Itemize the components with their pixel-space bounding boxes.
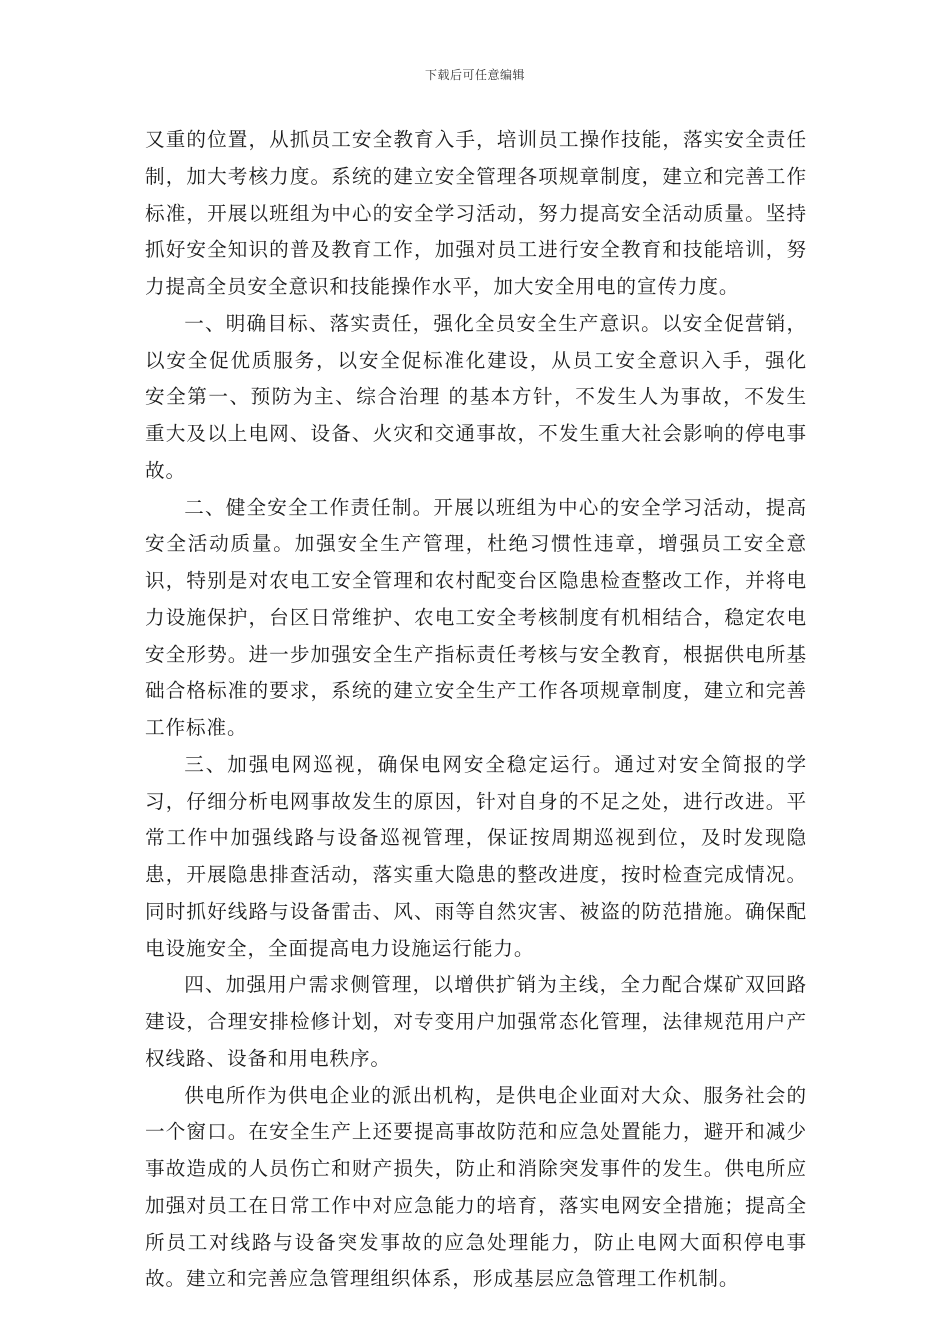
paragraph-section-1: 一、明确目标、落实责任，强化全员安全生产意识。以安全促营销，以安全促优质服务，以安全促标准化建设，从员工安全意识入手，强化 安全第一、预防为主、综合治理 的基本方针，不发生人为事故，不发生重大及以上电网、设备、火灾和交通事故，不发生重大社会影响的停电事故。	[145, 311, 807, 482]
document-body	[145, 122, 807, 1298]
paragraph-conclusion: 供电所作为供电企业的派出机构，是供电企业面对大众、服务社会的一个窗口。在安全生产上还要提高事故防范和应急处置能力，避开和减少事故造成的人员伤亡和财产损失，防止和消除突发事件的发生。供电所应加强对员工在日常工作中对应急能力的培育，落实电网安全措施；提高全所员工对线路与设备突发事故的应急处理能力，防止电网大面积停电事故。建立和完善应急管理组织体系，形成基层应急管理工作机制。	[145, 1083, 807, 1291]
paragraph-continuation: 又重的位置，从抓员工安全教育入手，培训员工操作技能，落实安全责任制，加大考核力度。系统的建立安全管理各项规章制度，建立和完善工作标准，开展以班组为中心的安全学习活动，努力提高安全活动质量。坚持抓好安全知识的普及教育工作，加强对员工进行安全教育和技能培训，努力提高全员安全意识和技能操作水平，加大安全用电的宣传力度。	[145, 128, 807, 298]
paragraph-section-2: 二、健全安全工作责任制。开展以班组为中心的安全学习活动，提高安全活动质量。加强安全生产管理，杜绝习惯性违章，增强员工安全意识，特别是对农电工安全管理和农村配变台区隐患检查整改工作，并将电力设施保护，台区日常维护、农电工安全考核制度有机相结合，稳定农电安全形势。进一步加强安全生产指标责任考核与安全教育，根据供电所基础合格标准的要求，系统的建立安全生产工作各项规章制度，建立和完善工作标准。	[145, 495, 807, 739]
page-header: 下载后可任意编辑	[424, 68, 525, 82]
paragraph-section-4: 四、加强用户需求侧管理，以增供扩销为主线，全力配合煤矿双回路建设，合理安排检修计划，对专变用户加强常态化管理，法律规范用户产权线路、设备和用电秩序。	[145, 973, 807, 1070]
paragraph-section-3: 三、加强电网巡视，确保电网安全稳定运行。通过对安全简报的学习，仔细分析电网事故发生的原因，针对自身的不足之处，进行改进。平常工作中加强线路与设备巡视管理，保证按周期巡视到位，及时发现隐患，开展隐患排查活动，落实重大隐患的整改进度，按时检查完成情况。同时抓好线路与设备雷击、风、雨等自然灾害、被盗的防范措施。确保配电设施安全，全面提高电力设施运行能力。	[145, 752, 807, 960]
